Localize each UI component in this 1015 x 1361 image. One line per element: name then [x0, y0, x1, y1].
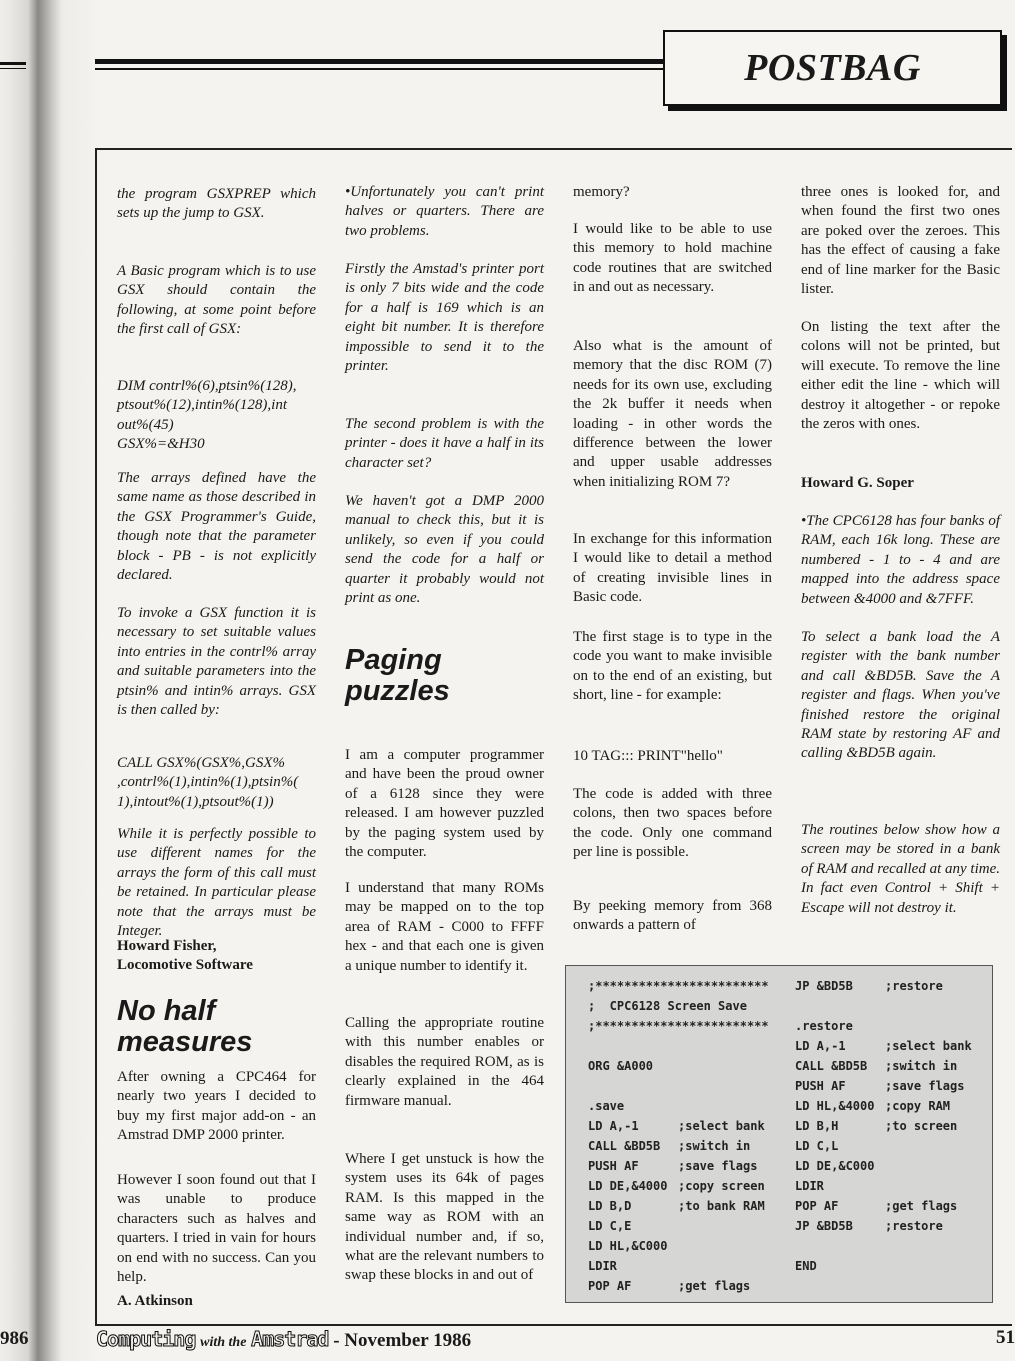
code-instruction: LDIR: [588, 1259, 617, 1273]
paragraph: After owning a CPC464 for nearly two years I decided to buy my first major add-on - an Amstrad DMP 2000 printer.: [117, 1069, 316, 1144]
left-page-rule: [0, 68, 26, 69]
code-instruction: CALL &BD5B: [588, 1139, 661, 1153]
paragraph: I understand that many ROMs may be mapped on to the top area of RAM - C000 to FFFF hex - and that each one is given a unique number to identify it.: [345, 880, 544, 974]
code-instruction: LDIR: [795, 1179, 824, 1193]
header-rule: [95, 59, 667, 64]
code-snippet: DIM contrl%(6),ptsin%(128), ptsout%(12),intin%(128),int out%(45) GSX%=&H30: [117, 378, 297, 453]
frame-border: [95, 148, 97, 1326]
paragraph: Also what is the amount of memory that the disc ROM (7) needs for its own use, excluding the 2k buffer it needs when loading - in other words the difference between the lower and upper usable addresses when initializing ROM 7?: [573, 338, 772, 490]
code-comment: ;restore: [885, 979, 943, 993]
paragraph: I am a computer programmer and have been the proud owner of a 6128 since they were released. I am however puzzled by the paging system used by the computer.: [345, 747, 544, 861]
paragraph: While it is perfectly possible to use different names for the arrays the form of this call must be retained. In particular please note that the arrays must be Integer.: [117, 826, 316, 940]
code-comment: ;save flags: [885, 1079, 965, 1093]
code-instruction: JP &BD5B: [795, 979, 853, 993]
paragraph: The first stage is to type in the code you want to make invisible on to the end of an existing, but short, line - for example:: [573, 629, 772, 704]
code-comment: ;copy RAM: [885, 1099, 951, 1113]
code-comment: ;save flags: [678, 1159, 758, 1173]
code-instruction: ;************************: [588, 1019, 769, 1033]
frame-border: [95, 1324, 1012, 1326]
code-comment: ;get flags: [678, 1279, 751, 1293]
frame-border: [95, 148, 1012, 150]
left-page-footer-fragment: 986: [0, 1328, 29, 1349]
code-instruction: LD A,-1: [588, 1119, 639, 1133]
code-comment: ;switch in: [885, 1059, 958, 1073]
paragraph: three ones is looked for, and when found the first two ones are poked over the zeroes. This has the effect of causing a fake end of line marker for the Basic lister.: [801, 184, 1000, 298]
article-heading: No half measures: [117, 995, 253, 1058]
signature: Howard Fisher, Locomotive Software: [117, 938, 253, 974]
paragraph: •The CPC6128 has four banks of RAM, each 16k long. These are numbered - 1 to - 4 and are mapped into the address space between &4000 and &7FFF.: [801, 513, 1000, 607]
code-comment: ;copy screen: [678, 1179, 765, 1193]
paragraph: The arrays defined have the same name as those described in the GSX Programmer's Guide, though note that the parameter block - PB - is not explicitly declared.: [117, 470, 316, 584]
paragraph: Firstly the Amstad's printer port is only 7 bits wide and the code for a half is 169 which is an eight bit number. It is therefore impossible to send it to the printer.: [345, 261, 544, 375]
paragraph: memory?: [573, 184, 630, 200]
paragraph: the program GSXPREP which sets up the jump to GSX.: [117, 186, 316, 222]
code-instruction: CALL &BD5B: [795, 1059, 868, 1073]
code-listing: [565, 965, 993, 1303]
paragraph: In exchange for this information I would like to detail a method of creating invisible lines in Basic code.: [573, 531, 772, 606]
header-rule: [95, 68, 667, 70]
page-number: 51: [996, 1327, 1015, 1348]
code-instruction: .save: [588, 1099, 625, 1113]
section-title: POSTBAG: [663, 30, 1002, 106]
code-instruction: ;************************: [588, 979, 769, 993]
code-instruction: POP AF: [588, 1279, 632, 1293]
code-instruction: POP AF: [795, 1199, 839, 1213]
paragraph: However I soon found out that I was unable to produce characters such as halves and quarters. I tried in vain for hours on end with no success. Can you help.: [117, 1172, 316, 1286]
paragraph: We haven't got a DMP 2000 manual to check this, but it is unlikely, so even if you could send the code for a half or quarter it probably would not print as one.: [345, 493, 544, 607]
paragraph: The code is added with three colons, then two spaces before the code. Only one command per line is possible.: [573, 786, 772, 861]
paragraph: To invoke a GSX function it is necessary to set suitable values into entries in the contrl% array and suitable parameters into the ptsin% and intin% arrays. GSX is then called by:: [117, 605, 316, 719]
code-instruction: LD HL,&C000: [588, 1239, 668, 1253]
paragraph: A Basic program which is to use GSX should contain the following, at some point before the first call of GSX:: [117, 263, 316, 338]
code-instruction: ; CPC6128 Screen Save: [588, 999, 747, 1013]
left-page-rule: [0, 62, 26, 65]
code-instruction: LD HL,&4000: [795, 1099, 875, 1113]
code-instruction: LD B,D: [588, 1199, 632, 1213]
code-instruction: LD DE,&C000: [795, 1159, 875, 1173]
code-comment: ;to bank RAM: [678, 1199, 765, 1213]
code-instruction: LD B,H: [795, 1119, 839, 1133]
code-instruction: LD C,E: [588, 1219, 632, 1233]
code-instruction: LD C,L: [795, 1139, 839, 1153]
signature: Howard G. Soper: [801, 475, 914, 491]
paragraph: Calling the appropriate routine with this number enables or disables the required ROM, as is clearly explained in the 464 firmware manual.: [345, 1015, 544, 1109]
issue-date: - November 1986: [333, 1330, 472, 1351]
paragraph: The routines below show how a screen may be stored in a bank of RAM and recalled at any time. In fact even Control + Shift + Escape will not destroy it.: [801, 822, 1000, 916]
code-instruction: PUSH AF: [795, 1079, 846, 1093]
paragraph: I would like to be able to use this memory to hold machine code routines that are switched in and out as necessary.: [573, 221, 772, 296]
code-instruction: .restore: [795, 1019, 853, 1033]
code-instruction: LD A,-1: [795, 1039, 846, 1053]
paragraph: By peeking memory from 368 onwards a pattern of: [573, 898, 772, 934]
code-example: 10 TAG::: PRINT"hello": [573, 748, 723, 764]
magazine-name-part: with the: [200, 1335, 247, 1350]
magazine-name-part: Amstrad: [251, 1327, 329, 1351]
code-comment: ;select bank: [678, 1119, 765, 1133]
code-comment: ;select bank: [885, 1039, 972, 1053]
code-snippet: CALL GSX%(GSX%,GSX% ,contrl%(1),intin%(1),ptsin%( 1),intout%(1),ptsout%(1)): [117, 755, 299, 810]
code-instruction: LD DE,&4000: [588, 1179, 668, 1193]
code-comment: ;switch in: [678, 1139, 751, 1153]
code-comment: ;get flags: [885, 1199, 958, 1213]
paragraph: Where I get unstuck is how the system uses its 64k of pages RAM. Is this mapped in the same way as ROM with an individual number and, if so, what are the relevant numbers to swap these blocks in and out of: [345, 1151, 544, 1284]
code-comment: ;restore: [885, 1219, 943, 1233]
code-instruction: ORG &A000: [588, 1059, 654, 1073]
code-instruction: JP &BD5B: [795, 1219, 853, 1233]
article-heading: Paging puzzles: [345, 644, 450, 707]
magazine-name-part: Computing: [96, 1327, 196, 1351]
paragraph: The second problem is with the printer - does it have a half in its character set?: [345, 416, 544, 471]
code-instruction: PUSH AF: [588, 1159, 639, 1173]
code-comment: ;to screen: [885, 1119, 958, 1133]
paragraph: •Unfortunately you can't print halves or quarters. There are two problems.: [345, 184, 544, 239]
page-gutter: [0, 0, 100, 1361]
code-instruction: END: [795, 1259, 817, 1273]
paragraph: To select a bank load the A register with the bank number and call &BD5B. Save the A register and flags. When you've finished restore the original RAM state by restoring AF and calling &BD5B again.: [801, 629, 1000, 762]
signature: A. Atkinson: [117, 1293, 193, 1309]
page-footer: [96, 1327, 471, 1355]
paragraph: On listing the text after the colons will not be printed, but will execute. To remove the line either edit the line - which will destroy it altogether - or repoke the zeros with ones.: [801, 319, 1000, 433]
